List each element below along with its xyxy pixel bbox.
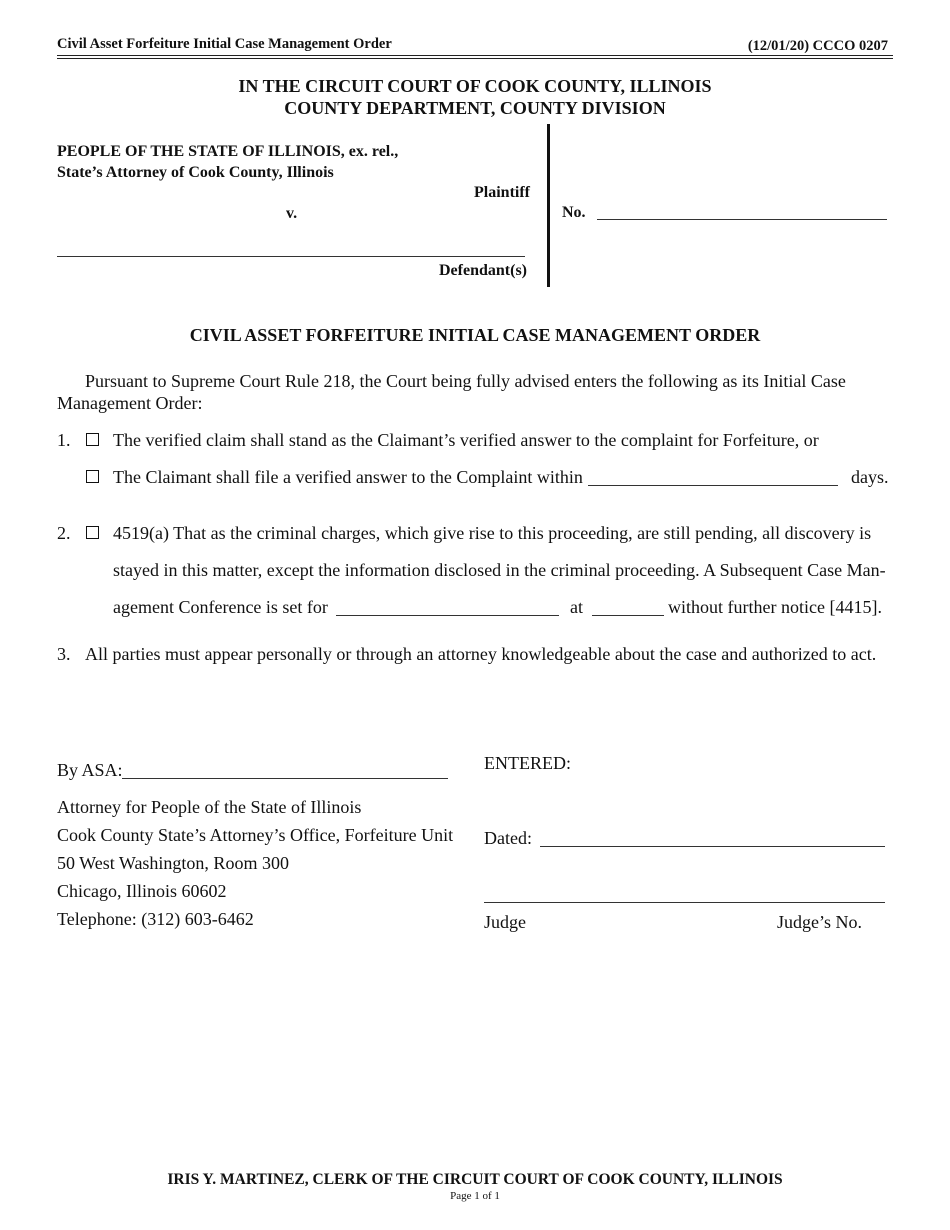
- judge-label: Judge: [484, 912, 526, 932]
- plaintiff-label: Plaintiff: [474, 184, 530, 201]
- item-1-number: 1.: [57, 430, 71, 450]
- dated-field[interactable]: [540, 846, 885, 847]
- answer-days-field[interactable]: [588, 485, 838, 486]
- item-1a-checkbox[interactable]: [86, 433, 99, 446]
- item-2-text: 4519(a) That as the criminal charges, which give rise to this proceeding, are still pending, all discovery is: [113, 523, 872, 543]
- judge-number-label: Judge’s No.: [777, 912, 862, 932]
- intro-text-line2: Management Order:: [57, 393, 203, 413]
- court-division: COUNTY DEPARTMENT, COUNTY DIVISION: [284, 98, 666, 118]
- conference-time-field[interactable]: [592, 615, 664, 616]
- item-2-text-line2: stayed in this matter, except the information disclosed in the criminal proceeding. A Subsequent Case Man-: [113, 560, 886, 580]
- order-title: CIVIL ASSET FORFEITURE INITIAL CASE MANAGEMENT ORDER: [189, 325, 761, 345]
- item-3-text: All parties must appear personally or through an attorney knowledgeable about the case and authorized to act.: [85, 644, 877, 664]
- intro-text: Pursuant to Supreme Court Rule 218, the Court being fully advised enters the following as its Initial Case: [85, 371, 846, 391]
- form-code: (12/01/20) CCCO 0207: [747, 38, 888, 54]
- defendant-label: Defendant(s): [439, 262, 527, 279]
- item-1a-text: The verified claim shall stand as the Claimant’s verified answer to the complaint for Forfeiture, or: [113, 430, 819, 450]
- attorney-address: 50 West Washington, Room 300: [57, 853, 289, 873]
- page-number: Page 1 of 1: [450, 1190, 500, 1202]
- at-label: at: [570, 597, 583, 617]
- header-rule: [57, 55, 893, 56]
- days-label: days.: [851, 467, 889, 487]
- conference-date-field[interactable]: [336, 615, 559, 616]
- judge-signature-field[interactable]: [484, 902, 885, 903]
- defendant-name-field[interactable]: [57, 256, 525, 257]
- attorney-title: Attorney for People of the State of Illinois: [57, 797, 362, 817]
- by-asa-label: By ASA:: [57, 760, 123, 780]
- item-2-checkbox[interactable]: [86, 526, 99, 539]
- dated-label: Dated:: [484, 828, 532, 848]
- header-rule-double: [57, 58, 893, 59]
- item-1b-checkbox[interactable]: [86, 470, 99, 483]
- caption-divider: [547, 124, 550, 287]
- clerk-footer: IRIS Y. MARTINEZ, CLERK OF THE CIRCUIT COURT OF COOK COUNTY, ILLINOIS: [167, 1171, 783, 1188]
- case-number-field[interactable]: [597, 219, 887, 220]
- item-3-number: 3.: [57, 644, 71, 664]
- attorney-city: Chicago, Illinois 60602: [57, 881, 227, 901]
- plaintiff-name: PEOPLE OF THE STATE OF ILLINOIS, ex. rel.,: [57, 143, 399, 160]
- attorney-phone: Telephone: (312) 603-6462: [57, 909, 254, 929]
- form-title: Civil Asset Forfeiture Initial Case Management Order: [57, 36, 392, 52]
- item-2-number: 2.: [57, 523, 71, 543]
- attorney-office: Cook County State’s Attorney’s Office, Forfeiture Unit: [57, 825, 454, 845]
- asa-signature-field[interactable]: [122, 778, 448, 779]
- item-1b-text: The Claimant shall file a verified answer to the Complaint within: [113, 467, 583, 487]
- versus-label: v.: [286, 205, 298, 222]
- plaintiff-name-line2: State’s Attorney of Cook County, Illinois: [57, 164, 334, 181]
- court-name: IN THE CIRCUIT COURT OF COOK COUNTY, ILLINOIS: [238, 76, 712, 96]
- item-2-text-suffix: without further notice [4415].: [668, 597, 882, 617]
- case-number-label: No.: [562, 204, 586, 221]
- entered-label: ENTERED:: [484, 753, 571, 773]
- item-2-text-line3: agement Conference is set for: [113, 597, 328, 617]
